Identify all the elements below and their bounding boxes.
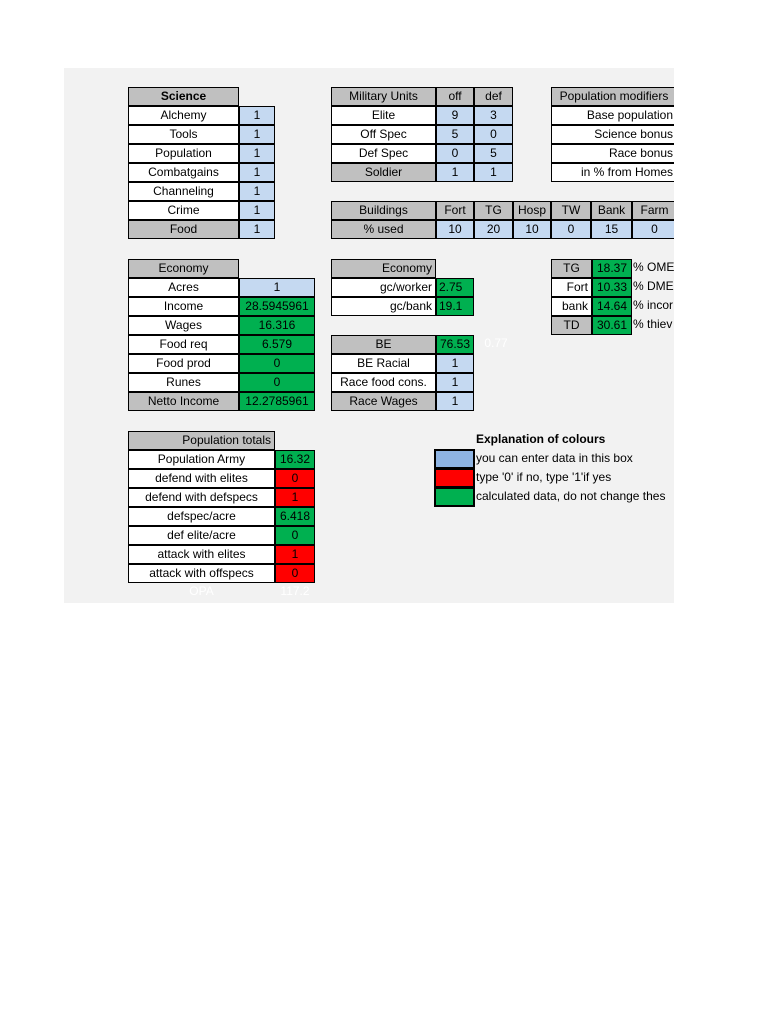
buildings-fort-input[interactable]: 10 — [436, 220, 474, 239]
science-food-input[interactable]: 1 — [239, 220, 275, 239]
bonus-td-label: TD — [551, 316, 592, 335]
be-racial-label: BE Racial — [331, 354, 436, 373]
military-offspec-def-input[interactable]: 0 — [474, 125, 513, 144]
economy-runes-label: Runes — [128, 373, 239, 392]
bonus-fort-label: Fort — [551, 278, 592, 297]
science-crime-input[interactable]: 1 — [239, 201, 275, 220]
defend-elites-toggle[interactable]: 0 — [275, 469, 315, 488]
spreadsheet — [64, 68, 674, 603]
science-food-label: Food — [128, 220, 239, 239]
bonus-bank-label: bank — [551, 297, 592, 316]
economy-foodreq-value: 6.579 — [239, 335, 315, 354]
military-soldier-off-input[interactable]: 1 — [436, 163, 474, 182]
science-population-label: Population — [128, 144, 239, 163]
buildings-farm-input[interactable]: 0 — [632, 220, 674, 239]
science-population-input[interactable]: 1 — [239, 144, 275, 163]
science-alchemy-label: Alchemy — [128, 106, 239, 125]
economy-netto-label: Netto Income — [128, 392, 239, 411]
military-soldier-label: Soldier — [331, 163, 436, 182]
military-defspec-label: Def Spec — [331, 144, 436, 163]
legend-toggle-text: type '0' if no, type '1'if yes — [476, 470, 612, 484]
opa-value: 117.2 — [280, 584, 310, 598]
economy2-header: Economy — [331, 259, 436, 278]
bonus-td-value: 30.61 — [592, 316, 632, 335]
pop-mod-science-label: Science bonus — [551, 125, 674, 144]
economy-foodprod-label: Food prod — [128, 354, 239, 373]
bonus-fort-value: 10.33 — [592, 278, 632, 297]
economy2-gcbank-value: 19.1 — [436, 297, 474, 316]
science-channeling-input[interactable]: 1 — [239, 182, 275, 201]
science-tools-label: Tools — [128, 125, 239, 144]
defend-defspecs-label: defend with defspecs — [128, 488, 275, 507]
economy-acres-label: Acres — [128, 278, 239, 297]
pop-mod-race-label: Race bonus — [551, 144, 674, 163]
economy-header: Economy — [128, 259, 239, 278]
race-food-label: Race food cons. — [331, 373, 436, 392]
buildings-used-label: % used — [331, 220, 436, 239]
science-channeling-label: Channeling — [128, 182, 239, 201]
legend-calculated-swatch — [434, 487, 475, 507]
pop-army-value: 16.32 — [275, 450, 315, 469]
science-header: Science — [128, 87, 239, 106]
legend-toggle-swatch — [434, 468, 475, 488]
military-offspec-off-input[interactable]: 5 — [436, 125, 474, 144]
attack-offspecs-label: attack with offspecs — [128, 564, 275, 583]
economy2-gcworker-label: gc/worker — [331, 278, 436, 297]
defspec-acre-value: 6.418 — [275, 507, 315, 526]
be-value: 76.53 — [436, 335, 474, 354]
pop-mod-base-label: Base population — [551, 106, 674, 125]
legend-input-swatch — [434, 449, 475, 469]
buildings-tg-header: TG — [474, 201, 513, 220]
attack-elites-toggle[interactable]: 1 — [275, 545, 315, 564]
bonus-bank-value: 14.64 — [592, 297, 632, 316]
science-crime-label: Crime — [128, 201, 239, 220]
economy-income-value: 28.5945961 — [239, 297, 315, 316]
bonus-td-desc: % thiev — [633, 317, 673, 331]
economy-foodreq-label: Food req — [128, 335, 239, 354]
military-offspec-label: Off Spec — [331, 125, 436, 144]
science-alchemy-input[interactable]: 1 — [239, 106, 275, 125]
opa-label: OPA — [189, 584, 214, 598]
bonus-tg-label: TG — [551, 259, 592, 278]
science-combatgains-label: Combatgains — [128, 163, 239, 182]
pop-totals-header: Population totals — [128, 431, 275, 450]
defend-elites-label: defend with elites — [128, 469, 275, 488]
defend-defspecs-toggle[interactable]: 1 — [275, 488, 315, 507]
bonus-tg-desc: % OME — [633, 260, 674, 274]
be-racial-input[interactable]: 1 — [436, 354, 474, 373]
science-combatgains-input[interactable]: 1 — [239, 163, 275, 182]
race-wages-label: Race Wages — [331, 392, 436, 411]
legend-input-text: you can enter data in this box — [476, 451, 633, 465]
buildings-farm-header: Farm — [632, 201, 674, 220]
buildings-hosp-input[interactable]: 10 — [513, 220, 551, 239]
race-wages-input[interactable]: 1 — [436, 392, 474, 411]
bonus-fort-desc: % DME — [633, 279, 674, 293]
buildings-hosp-header: Hosp — [513, 201, 551, 220]
buildings-tg-input[interactable]: 20 — [474, 220, 513, 239]
economy2-gcworker-value: 2.75 — [436, 278, 474, 297]
economy-acres-input[interactable]: 1 — [239, 278, 315, 297]
buildings-bank-input[interactable]: 15 — [591, 220, 632, 239]
def-elite-acre-label: def elite/acre — [128, 526, 275, 545]
attack-offspecs-toggle[interactable]: 0 — [275, 564, 315, 583]
legend-calculated-text: calculated data, do not change thes — [476, 489, 666, 503]
be-label: BE — [331, 335, 436, 354]
economy-wages-value: 16.316 — [239, 316, 315, 335]
defspec-acre-label: defspec/acre — [128, 507, 275, 526]
attack-elites-label: attack with elites — [128, 545, 275, 564]
bonus-tg-value: 18.37 — [592, 259, 632, 278]
science-tools-input[interactable]: 1 — [239, 125, 275, 144]
buildings-header: Buildings — [331, 201, 436, 220]
pop-mod-homes-label: in % from Homes — [551, 163, 674, 182]
buildings-tw-input[interactable]: 0 — [551, 220, 591, 239]
economy-netto-value: 12.2785961 — [239, 392, 315, 411]
economy2-gcbank-label: gc/bank — [331, 297, 436, 316]
race-food-input[interactable]: 1 — [436, 373, 474, 392]
military-defspec-def-input[interactable]: 5 — [474, 144, 513, 163]
military-def-header: def — [474, 87, 513, 106]
legend-title: Explanation of colours — [476, 432, 606, 446]
economy-wages-label: Wages — [128, 316, 239, 335]
military-defspec-off-input[interactable]: 0 — [436, 144, 474, 163]
military-elite-label: Elite — [331, 106, 436, 125]
military-elite-def-input[interactable]: 3 — [474, 106, 513, 125]
buildings-fort-header: Fort — [436, 201, 474, 220]
economy-income-label: Income — [128, 297, 239, 316]
economy-foodprod-value: 0 — [239, 354, 315, 373]
pop-modifiers-header: Population modifiers — [551, 87, 674, 106]
pop-army-label: Population Army — [128, 450, 275, 469]
military-off-header: off — [436, 87, 474, 106]
military-soldier-def-input[interactable]: 1 — [474, 163, 513, 182]
be-hidden-value: 0.77 — [484, 336, 508, 350]
military-elite-off-input[interactable]: 9 — [436, 106, 474, 125]
buildings-tw-header: TW — [551, 201, 591, 220]
buildings-bank-header: Bank — [591, 201, 632, 220]
military-header: Military Units — [331, 87, 436, 106]
bonus-bank-desc: % incor — [633, 298, 674, 312]
economy-runes-value: 0 — [239, 373, 315, 392]
def-elite-acre-value: 0 — [275, 526, 315, 545]
